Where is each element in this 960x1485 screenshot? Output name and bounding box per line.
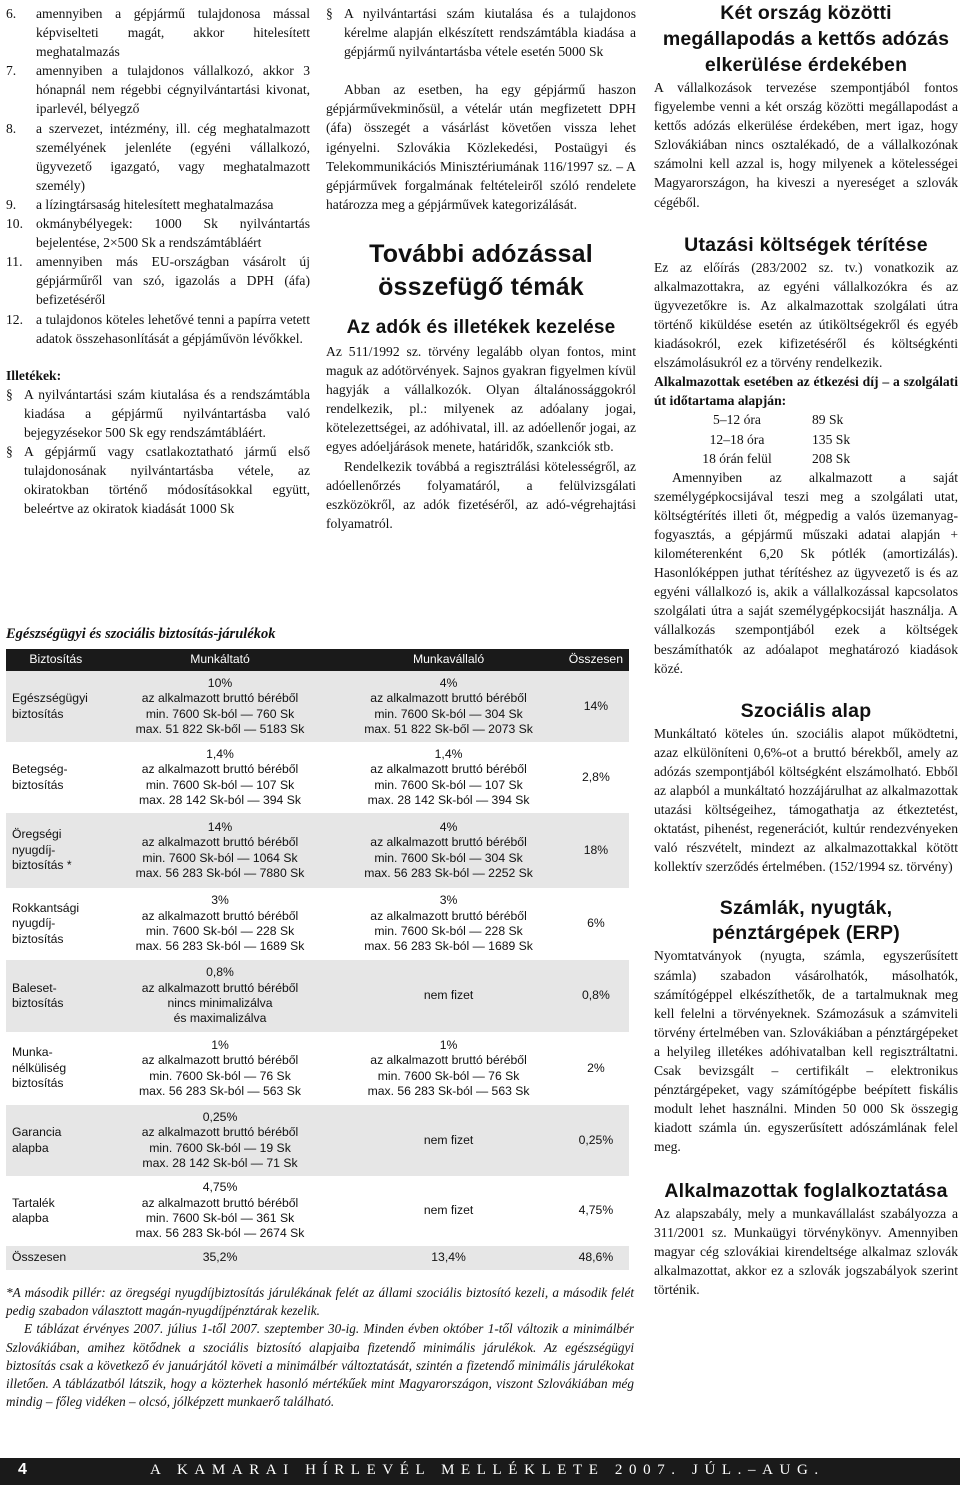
travel-costs-paragraph-1: Ez az előírás (283/2002 sz. tv.) vonatkozik az alkalmazottakra, az egyéni vállalkozókra és az ügyvezetőkre is. Az alkalmazottak szolgálati útra történő kiküldése esetén az útiköltségekről és egyéb kiadásokról, ezek kifizetéséről és költségkénti elszámolásukról ez a törvény rendelkezik. — [654, 259, 958, 371]
left-column — [6, 4, 310, 518]
list-item: 10. okmánybélyegek: 1000 Sk nyilvántartás bejelentése, 2×500 Sk a rendszámtábláért — [6, 216, 310, 251]
section-mark-icon: § — [6, 444, 13, 460]
table-row — [668, 449, 850, 468]
employer-cell: 4,75% az alkalmazott bruttó béréből min. 7600 Sk-ból — 361 Sk max. 56 283 Sk-ból — 2674 Sk — [106, 1176, 335, 1246]
total-cell: 2,8% — [563, 742, 629, 813]
employer-cell: 0,8% az alkalmazott bruttó béréből nincs minimalizálva és maximalizálva — [106, 960, 335, 1032]
total-cell: 2% — [563, 1032, 629, 1105]
total-cell: 0,8% — [563, 960, 629, 1032]
list-item: 6. amennyiben a gépjármű tulajdonosa mással képviselteti magát, akkor hitelesített meghatalmazás — [6, 6, 310, 60]
invoices-paragraph: Nyomtatványok (nyugta, számla, egyszerűsített számla) szabadon vásárolhatók, másolhatók, számítógéppel elkészíthetők, de a tartalmuknak meg kell felelni a törvényeknek. Számozásuk a számviteli törvény értelmében van. Szlovákiában a pénztárgépeket a helyileg illetékes adóhivatalban kell regisztráltatni. Csak bevizsgált – certifikált – elektronikus pénztárgépeket, vagy számítógépbe beépített fiskális modult lehet használni. Minden 50 000 Sk összegig kiadott számla ún. egyszerűsített adószámlának felel meg. — [654, 948, 958, 1155]
employer-cell: 10% az alkalmazott bruttó béréből min. 7600 Sk-ból — 760 Sk max. 51 822 Sk-ből — 5183 Sk — [106, 671, 335, 742]
employment-paragraph: Az alapszabály, mely a munkavállalást szabályozza a 311/2001 sz. Munkaügyi törvénykönyv. Amennyiben magyar cég szlovákiai kirendeltsége alkalmaz szlovák alkalmazottat, akkor ez a szlovák jogszabályok szerint történik. — [654, 1205, 958, 1297]
total-cell: 14% — [563, 671, 629, 742]
page-footer — [0, 1458, 960, 1485]
travel-costs-paragraph-2: Amennyiben az alkalmazott a saját személygépkocsijával teszi meg a szolgálati utat, költségtérítés illeti őt, mégpedig a valós üzemanyag-fogyasztás, a gépjármű műszaki adatai alapján + kilométerenként 6,20 Sk pótlék (amortizálás). Hasonlóképpen juthat térítéshez az ügyvezető is és az egyéni vállalkozó is, akik a vállalkozással kapcsolatos szolgálati útra a saját személygépkocsiját használja. A vállalkozás szempontjából ezek a költségek beszámíthatók az adóalapot meghatározó kiadások közé. — [654, 469, 958, 676]
section-title-travel-costs: Utazási költségek térítése — [684, 233, 928, 256]
section-title-employment: Alkalmazottak foglalkoztatása — [664, 1179, 948, 1202]
employee-cell: 4% az alkalmazott bruttó béréből min. 7600 Sk-ból — 304 Sk max. 56 283 Sk-ból — 2252 Sk — [334, 813, 563, 888]
employee-cell: nem fizet — [334, 960, 563, 1032]
insurance-type: Garancia alapba — [6, 1105, 106, 1176]
table-caption: Egészségügyi és szociális biztosítás-járulékok — [6, 626, 276, 642]
requirements-list — [6, 4, 310, 348]
employer-cell: 0,25% az alkalmazott bruttó béréből min. 7600 Sk-ból — 19 Sk max. 28 142 Sk-ból — 71 Sk — [106, 1105, 335, 1176]
double-taxation-paragraph: A vállalkozások tervezése szempontjából fontos figyelembe venni a két ország közötti megállapodást a kettős adózás elkerülése érdekében, mert igaz, hogy Szlovákiában nincs osztalékadó, de a vállalkozónak számolni kell azzal is, hogy milyenek a kötelességei Magyarországon, ha kiveszi a nyereséget a szlovák cégéből. — [654, 80, 958, 210]
employer-cell: 1,4% az alkalmazott bruttó béréből min. 7600 Sk-ból — 107 Sk max. 28 142 Sk-ból — 394 Sk — [106, 742, 335, 813]
employee-cell: nem fizet — [334, 1105, 563, 1176]
section-title-tax-administration: Az adók és illetékek kezelése — [346, 316, 616, 338]
insurance-type: Betegség- biztosítás — [6, 742, 106, 813]
table-row — [6, 742, 629, 813]
table-row — [6, 1176, 629, 1246]
insurance-type: Rokkantsági nyugdíj- biztosítás — [6, 888, 106, 960]
list-item: § A gépjármű vagy csatlakoztatható jármű első tulajdonosának nyilvántartásba vétele, az okiratokban történő módosításokkal együtt, beleértve az okiratok kiadását 1000 Sk — [6, 444, 310, 517]
table-row — [668, 410, 850, 429]
sum-employer: 35,2% — [106, 1246, 335, 1270]
list-item: 9. a lízingtársaság hitelesített meghatalmazása — [6, 196, 274, 212]
middle-fee-list — [326, 4, 636, 61]
employer-cell: 14% az alkalmazott bruttó béréből min. 7600 Sk-ból — 1064 Sk max. 56 283 Sk-ból — 7880 Sk — [106, 813, 335, 888]
vat-paragraph: Abban az esetben, ha egy gépjármű haszon gépjárművekminősül, a vételár után megfizetett DPH (áfa) összegét a vásárlást követően vissza lehet igényelni. Szlovákia Közlekedési, Postaügyi és Telekommunikációs Minisztériumának 116/1997 sz. – A gépjárművek forgalmának feltételeiről szóló rendelete határozza meg a gépjárművek kategorizálását. — [326, 82, 636, 212]
meal-rate-table — [668, 410, 850, 467]
list-item: 8. a szervezet, intézmény, ill. cég meghatalmazott személyének jelenléte (egyéni vállalkozó, ügyvezető igazgató, vagy meghatalmazott személy) — [6, 120, 310, 193]
insurance-type: Baleset- biztosítás — [6, 960, 106, 1032]
amount: 135 Sk — [812, 431, 851, 447]
footer-title: A KAMARAI HÍRLEVÉL MELLÉKLETE 2007. JÚL.–AUG. — [150, 1462, 825, 1478]
table-row — [6, 1105, 629, 1176]
insurance-type: Öregségi nyugdíj- biztosítás * — [6, 813, 106, 888]
section-title-tax-topics: További adózással összefügő témák — [369, 239, 593, 301]
list-item: § A nyilvántartási szám kiutalása és a rendszámtábla kiadása a gépjármű nyilvántartásba való bejegyzésekor 500 Sk egy rendszámtábláért. — [6, 386, 310, 440]
section-title-double-taxation: Két ország közötti megállapodás a kettős adózás elkerülése érdekében — [662, 2, 950, 76]
section-mark-icon: § — [6, 386, 13, 402]
employee-cell: 1% az alkalmazott bruttó béréből min. 7600 Sk-ból — 76 Sk max. 56 283 Sk-ból — 563 Sk — [334, 1032, 563, 1105]
employee-cell: nem fizet — [334, 1176, 563, 1246]
amount: 208 Sk — [812, 450, 851, 466]
section-title-social-fund: Szociális alap — [740, 699, 872, 722]
table-row — [6, 1032, 629, 1105]
total-cell: 4,75% — [563, 1176, 629, 1246]
social-fund-paragraph: Munkáltató köteles ún. szociális alapot működtetni, azaz elkülöníteni 0,6%-ot a bruttó bérekből, amely az adózás szempontjából költségként elszámolható. Ebből az alapból a munkáltató hozzájárulhat az alkalmazottak utazási költségeihez, támogathatja az étkeztetést, oktatást, pihenést, regenerációt, kultúr rendezvényeken való részvételt, mindezt az alkalmazottakkal kötött kollektív szerződés értelmében. (152/1994 sz. törvény) — [654, 725, 958, 875]
fees-list — [6, 385, 310, 519]
employer-cell: 1% az alkalmazott bruttó béréből min. 7600 Sk-ból — 76 Sk max. 56 283 Sk-ból — 563 Sk — [106, 1032, 335, 1105]
employer-cell: 3% az alkalmazott bruttó béréből min. 7600 Sk-ból — 228 Sk max. 56 283 Sk-ból — 1689 Sk — [106, 888, 335, 960]
tax-admin-paragraph-1: Az 511/1992 sz. törvény legalább olyan fontos, mint maguk az adótörvények. Sajnos gyakran figyelmen kívül hagyják a vállalkozók. Olyan általánossággokról rendelkezik, pl.: milyenek az adóalany jogai, kötelezettségei, az adóhivatal, ill. az adóellenőr jogai, az egyes adóeljárások menete, határidők, szankciók stb. — [326, 343, 636, 455]
table-row — [6, 671, 629, 742]
section-mark-icon: § — [326, 6, 333, 21]
insurance-table-block — [6, 624, 636, 1270]
list-item: § A nyilvántartási szám kiutalása és a tulajdonos kérelme alapján elkészített rendszámtábla kiadása a gépjármű nyilvántartásba vétele esetén 5000 Sk — [326, 6, 636, 60]
employee-cell: 1,4% az alkalmazott bruttó béréből min. 7600 Sk-ból — 107 Sk max. 28 142 Sk-ból — 394 Sk — [334, 742, 563, 813]
sum-total: 48,6% — [563, 1246, 629, 1270]
employee-cell: 4% az alkalmazott bruttó béréből min. 7600 Sk-ból — 304 Sk max. 51 822 Sk-ből — 2073 Sk — [334, 671, 563, 742]
right-column — [654, 0, 958, 1299]
amount: 89 Sk — [812, 412, 844, 428]
column-header: Munkáltató — [106, 649, 335, 671]
tax-admin-paragraph-2: Rendelkezik továbbá a regisztrálási kötelességről, az adóellenőrzés folyamatáról, a felülvizsgálati eszközökről, az adók fizetéséről, az adó-végrehajtási folyamatról. — [326, 458, 636, 531]
total-cell: 6% — [563, 888, 629, 960]
list-item: 12. a tulajdonos köteles lehetővé tenni a papírra vetett adatok összehasonlítását a gépjáművön lévőkkel. — [6, 311, 310, 346]
total-cell: 0,25% — [563, 1105, 629, 1176]
insurance-type: Tartalék alapba — [6, 1176, 106, 1246]
insurance-type: Munka- nélküliség biztosítás — [6, 1032, 106, 1105]
duration: 12–18 óra — [709, 431, 765, 447]
column-header: Munkavállaló — [334, 649, 563, 671]
table-row — [6, 888, 629, 960]
column-header: Összesen — [563, 649, 629, 671]
list-item: 11. amennyiben más EU-országban vásárolt új gépjárműről van szó, igazolás a DPH (áfa) befizetéséről — [6, 254, 310, 308]
total-cell: 18% — [563, 813, 629, 888]
duration: 18 órán felül — [702, 450, 772, 466]
middle-column — [326, 4, 636, 533]
list-item: 7. amennyiben a tulajdonos vállalkozó, akkor 3 hónapnál nem régebbi cégnyilvántartási kivonat, iparlevél, bélyegző — [6, 63, 310, 117]
footnote-pillar: *A második pillér: az öregségi nyugdíjbiztosítás járulékának felét az állami szociális biztosító kezeli, a második felét pedig szabadon választott magán-nyugdíjpénztárak kezelik. — [6, 1285, 634, 1319]
sum-label: Összesen — [6, 1246, 106, 1270]
page-number: 4 — [18, 1461, 27, 1478]
footnote-validity: E táblázat érvényes 2007. július 1-től 2007. szeptember 30-ig. Minden évben október 1-től változik a minimálbér Szlovákiában, amihez kötődnek a szociális biztosító alapjaiba fizetendő minimális járulékok. Az egészségügyi biztosítás csak a következő év januárjától követi a minimálbér változtatását, szintén a fizetendő minimális járulékokat illetően. A táblázatból látszik, hogy a közterhek hasonló mértékűek mint Magyarországon, viszont Szlovákiában még mindig – főleg vidéken – olcsó, jólképzett munkaerő található. — [6, 1321, 634, 1410]
section-title-invoices: Számlák, nyugták, pénztárgépek (ERP) — [712, 897, 900, 945]
table-sum-row — [6, 1246, 629, 1270]
table-row — [6, 960, 629, 1032]
insurance-type: Egészségügyi biztosítás — [6, 671, 106, 742]
table-row — [6, 813, 629, 888]
employee-cell: 3% az alkalmazott bruttó béréből min. 7600 Sk-ból — 228 Sk max. 56 283 Sk-ból — 1689 Sk — [334, 888, 563, 960]
table-notes — [6, 1284, 634, 1411]
meal-allowance-heading: Alkalmazottak esetében az étkezési díj – a szolgálati út időtartama alapján: — [654, 374, 958, 409]
table-row — [668, 430, 850, 449]
sum-employee: 13,4% — [334, 1246, 563, 1270]
insurance-table — [6, 649, 629, 1270]
column-header: Biztosítás — [6, 649, 106, 671]
duration: 5–12 óra — [713, 412, 761, 428]
fees-heading: Illetékek: — [6, 367, 62, 383]
